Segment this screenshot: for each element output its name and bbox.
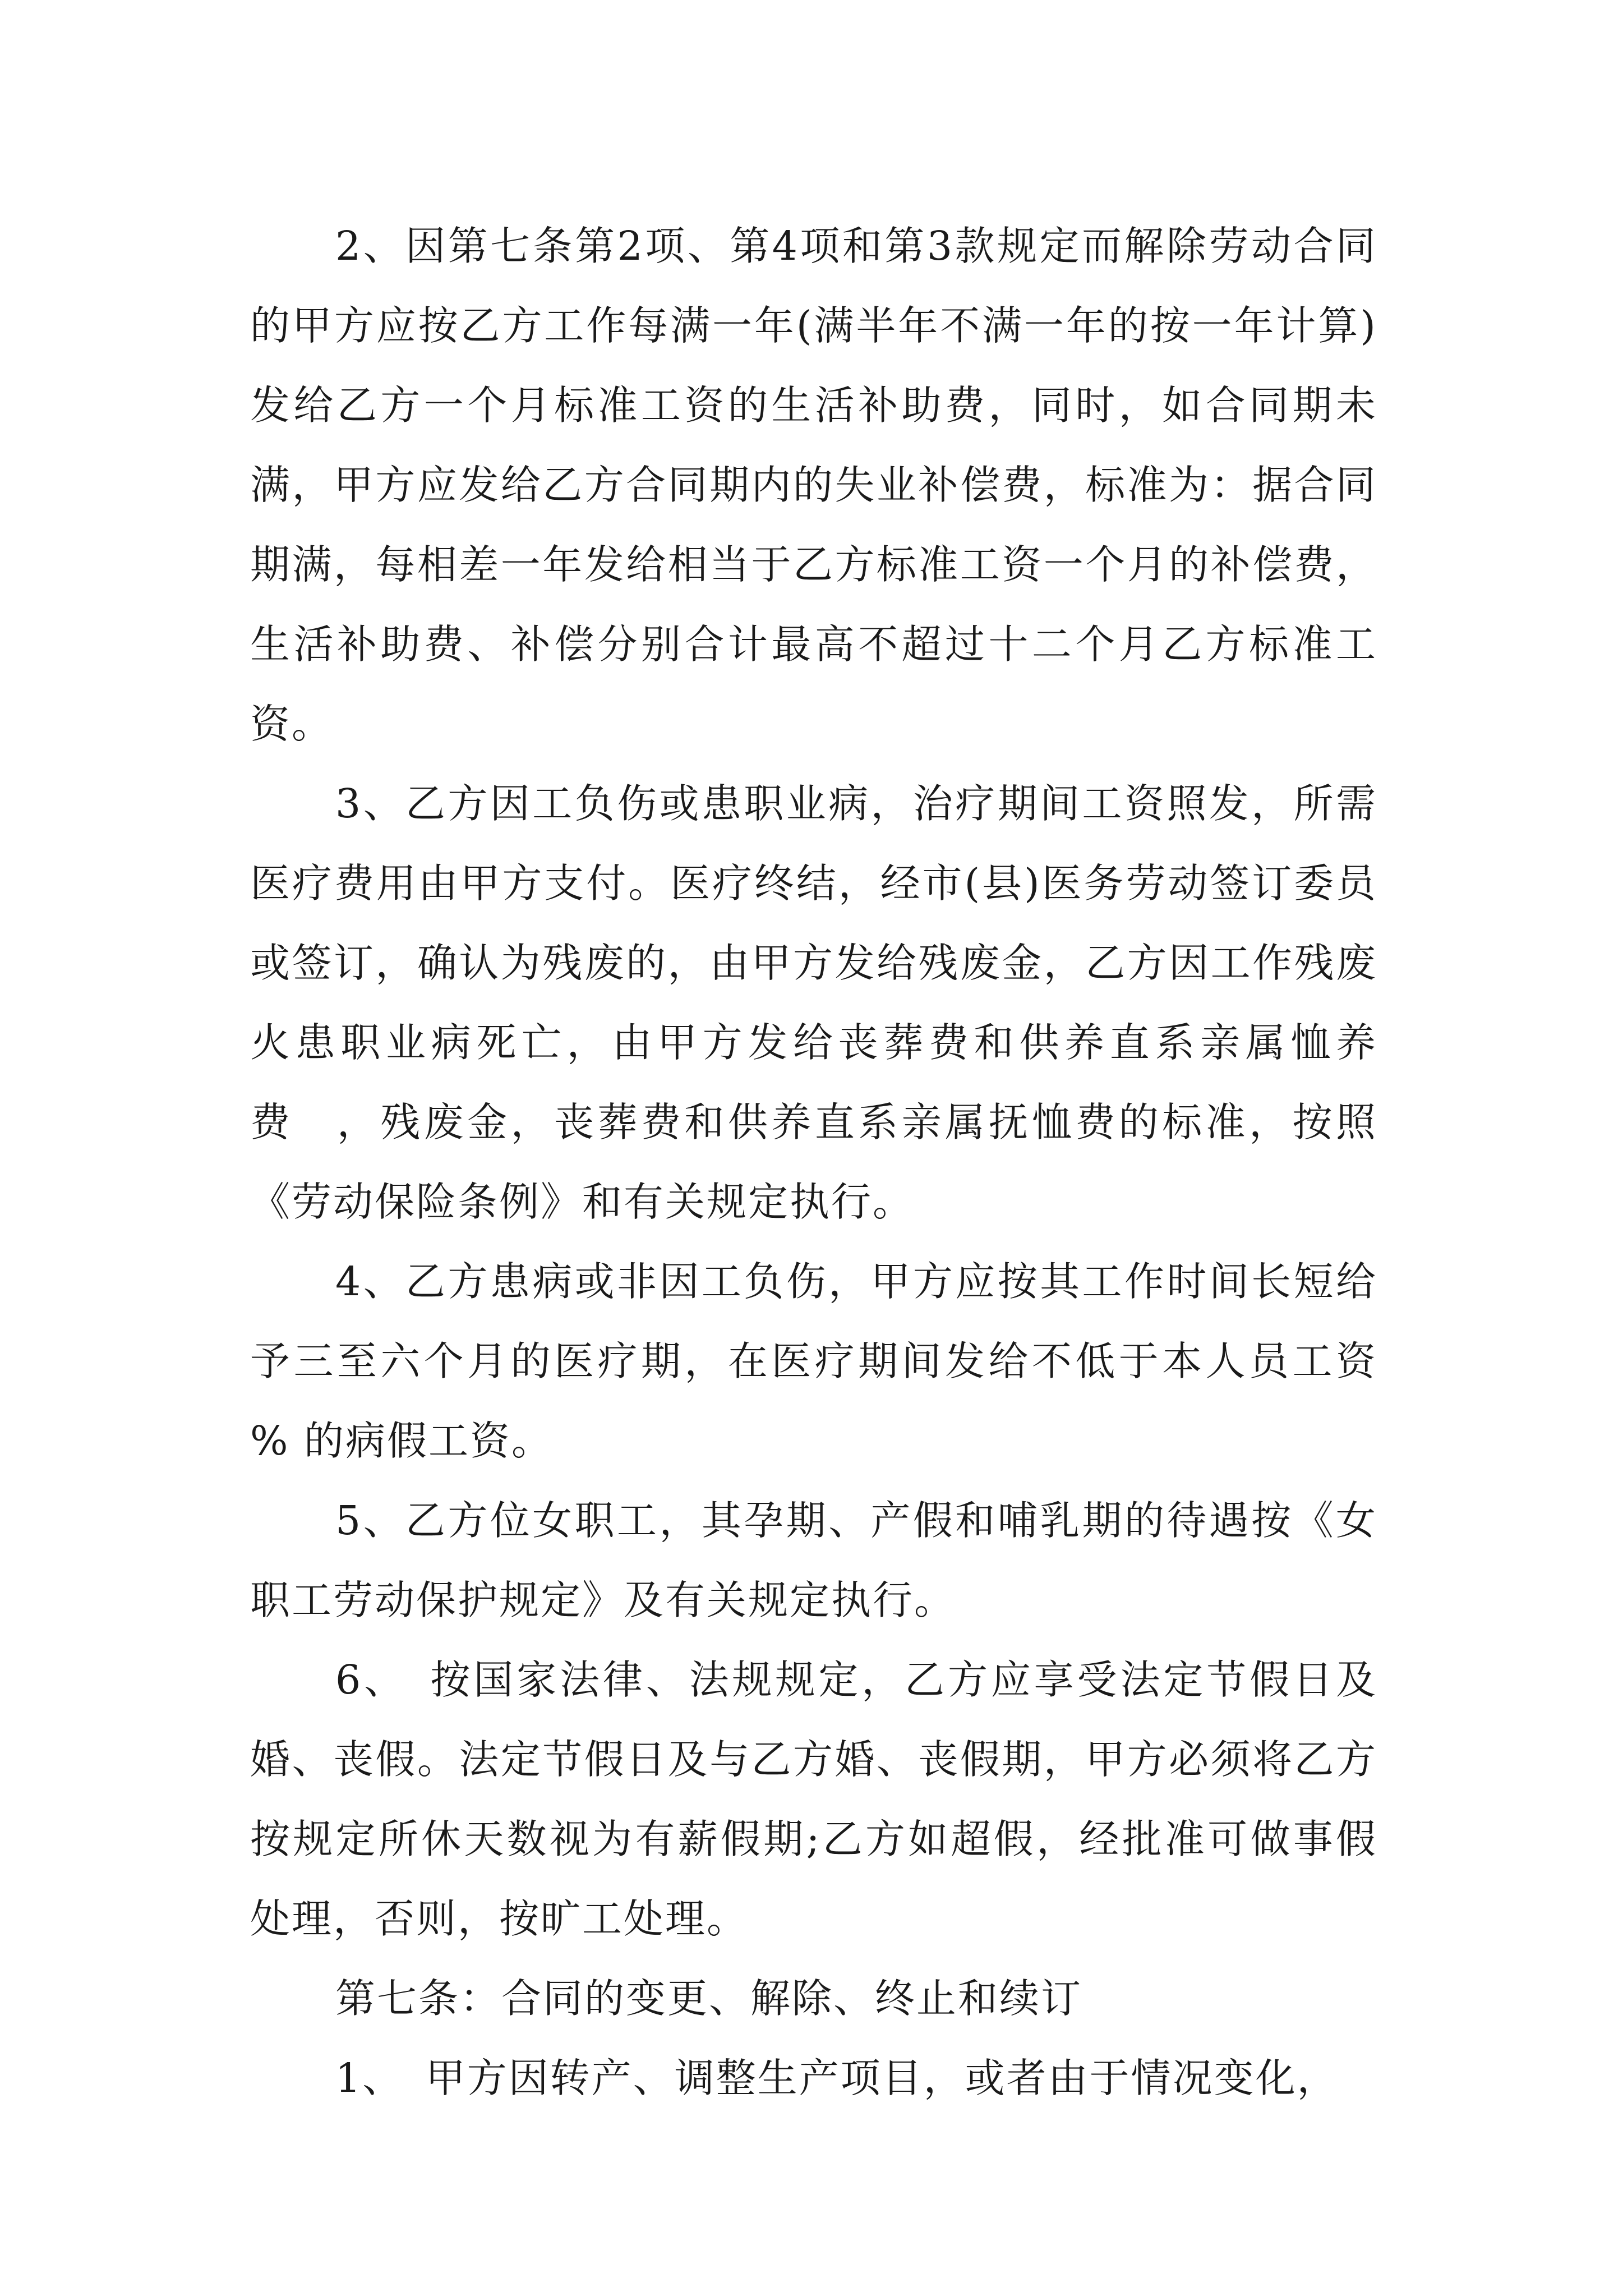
paragraph-clause-2: 2、因第七条第2项、第4项和第3款规定而解除劳动合同的甲方应按乙方工作每满一年(满半年不满一年的按一年计算)发给乙方一个月标准工资的生活补助费，同时，如合同期未满，甲方应发给乙方合同期内的失业补偿费，标准为：据合同期满，每相差一年发给相当于乙方标准工资一个月的补偿费，生活补助费、补偿分别合计最高不超过十二个月乙方标准工资。 (250, 223, 1377, 747)
paragraph-article-7-clause-1: 1、 甲方因转产、调整生产项目，或者由于情况变化， (335, 2055, 1339, 2101)
paragraph-clause-5: 5、乙方位女职工，其孕期、产假和哺乳期的待遇按《女职工劳动保护规定》及有关规定执行。 (250, 1497, 1377, 1623)
section-heading-article-7: 第七条：合同的变更、解除、终止和续订 (335, 1975, 1083, 2022)
paragraph-clause-3: 3、乙方因工负伤或患职业病，治疗期间工资照发，所需医疗费用由甲方支付。医疗终结，经市(县)医务劳动签订委员或签订，确认为残废的，由甲方发给残废金，乙方因工作残废火患职业病死亡，由甲方发给丧葬费和供养直系亲属恤养费 ，残废金，丧葬费和供养直系亲属抚恤费的标准，按照《劳动保险条例》和有关规定执行。 (250, 780, 1377, 1225)
paragraph-clause-4: 4、乙方患病或非因工负伤，甲方应按其工作时间长短给予三至六个月的医疗期，在医疗期间发给不低于本人员工资 % 的病假工资。 (250, 1258, 1419, 1464)
document-body (250, 206, 1419, 2118)
paragraph-clause-6: 6、 按国家法律、法规规定，乙方应享受法定节假日及婚、丧假。法定节假日及与乙方婚、丧假期，甲方必须将乙方按规定所休天数视为有薪假期;乙方如超假，经批准可做事假处理，否则，按旷工处理。 (250, 1657, 1377, 1942)
